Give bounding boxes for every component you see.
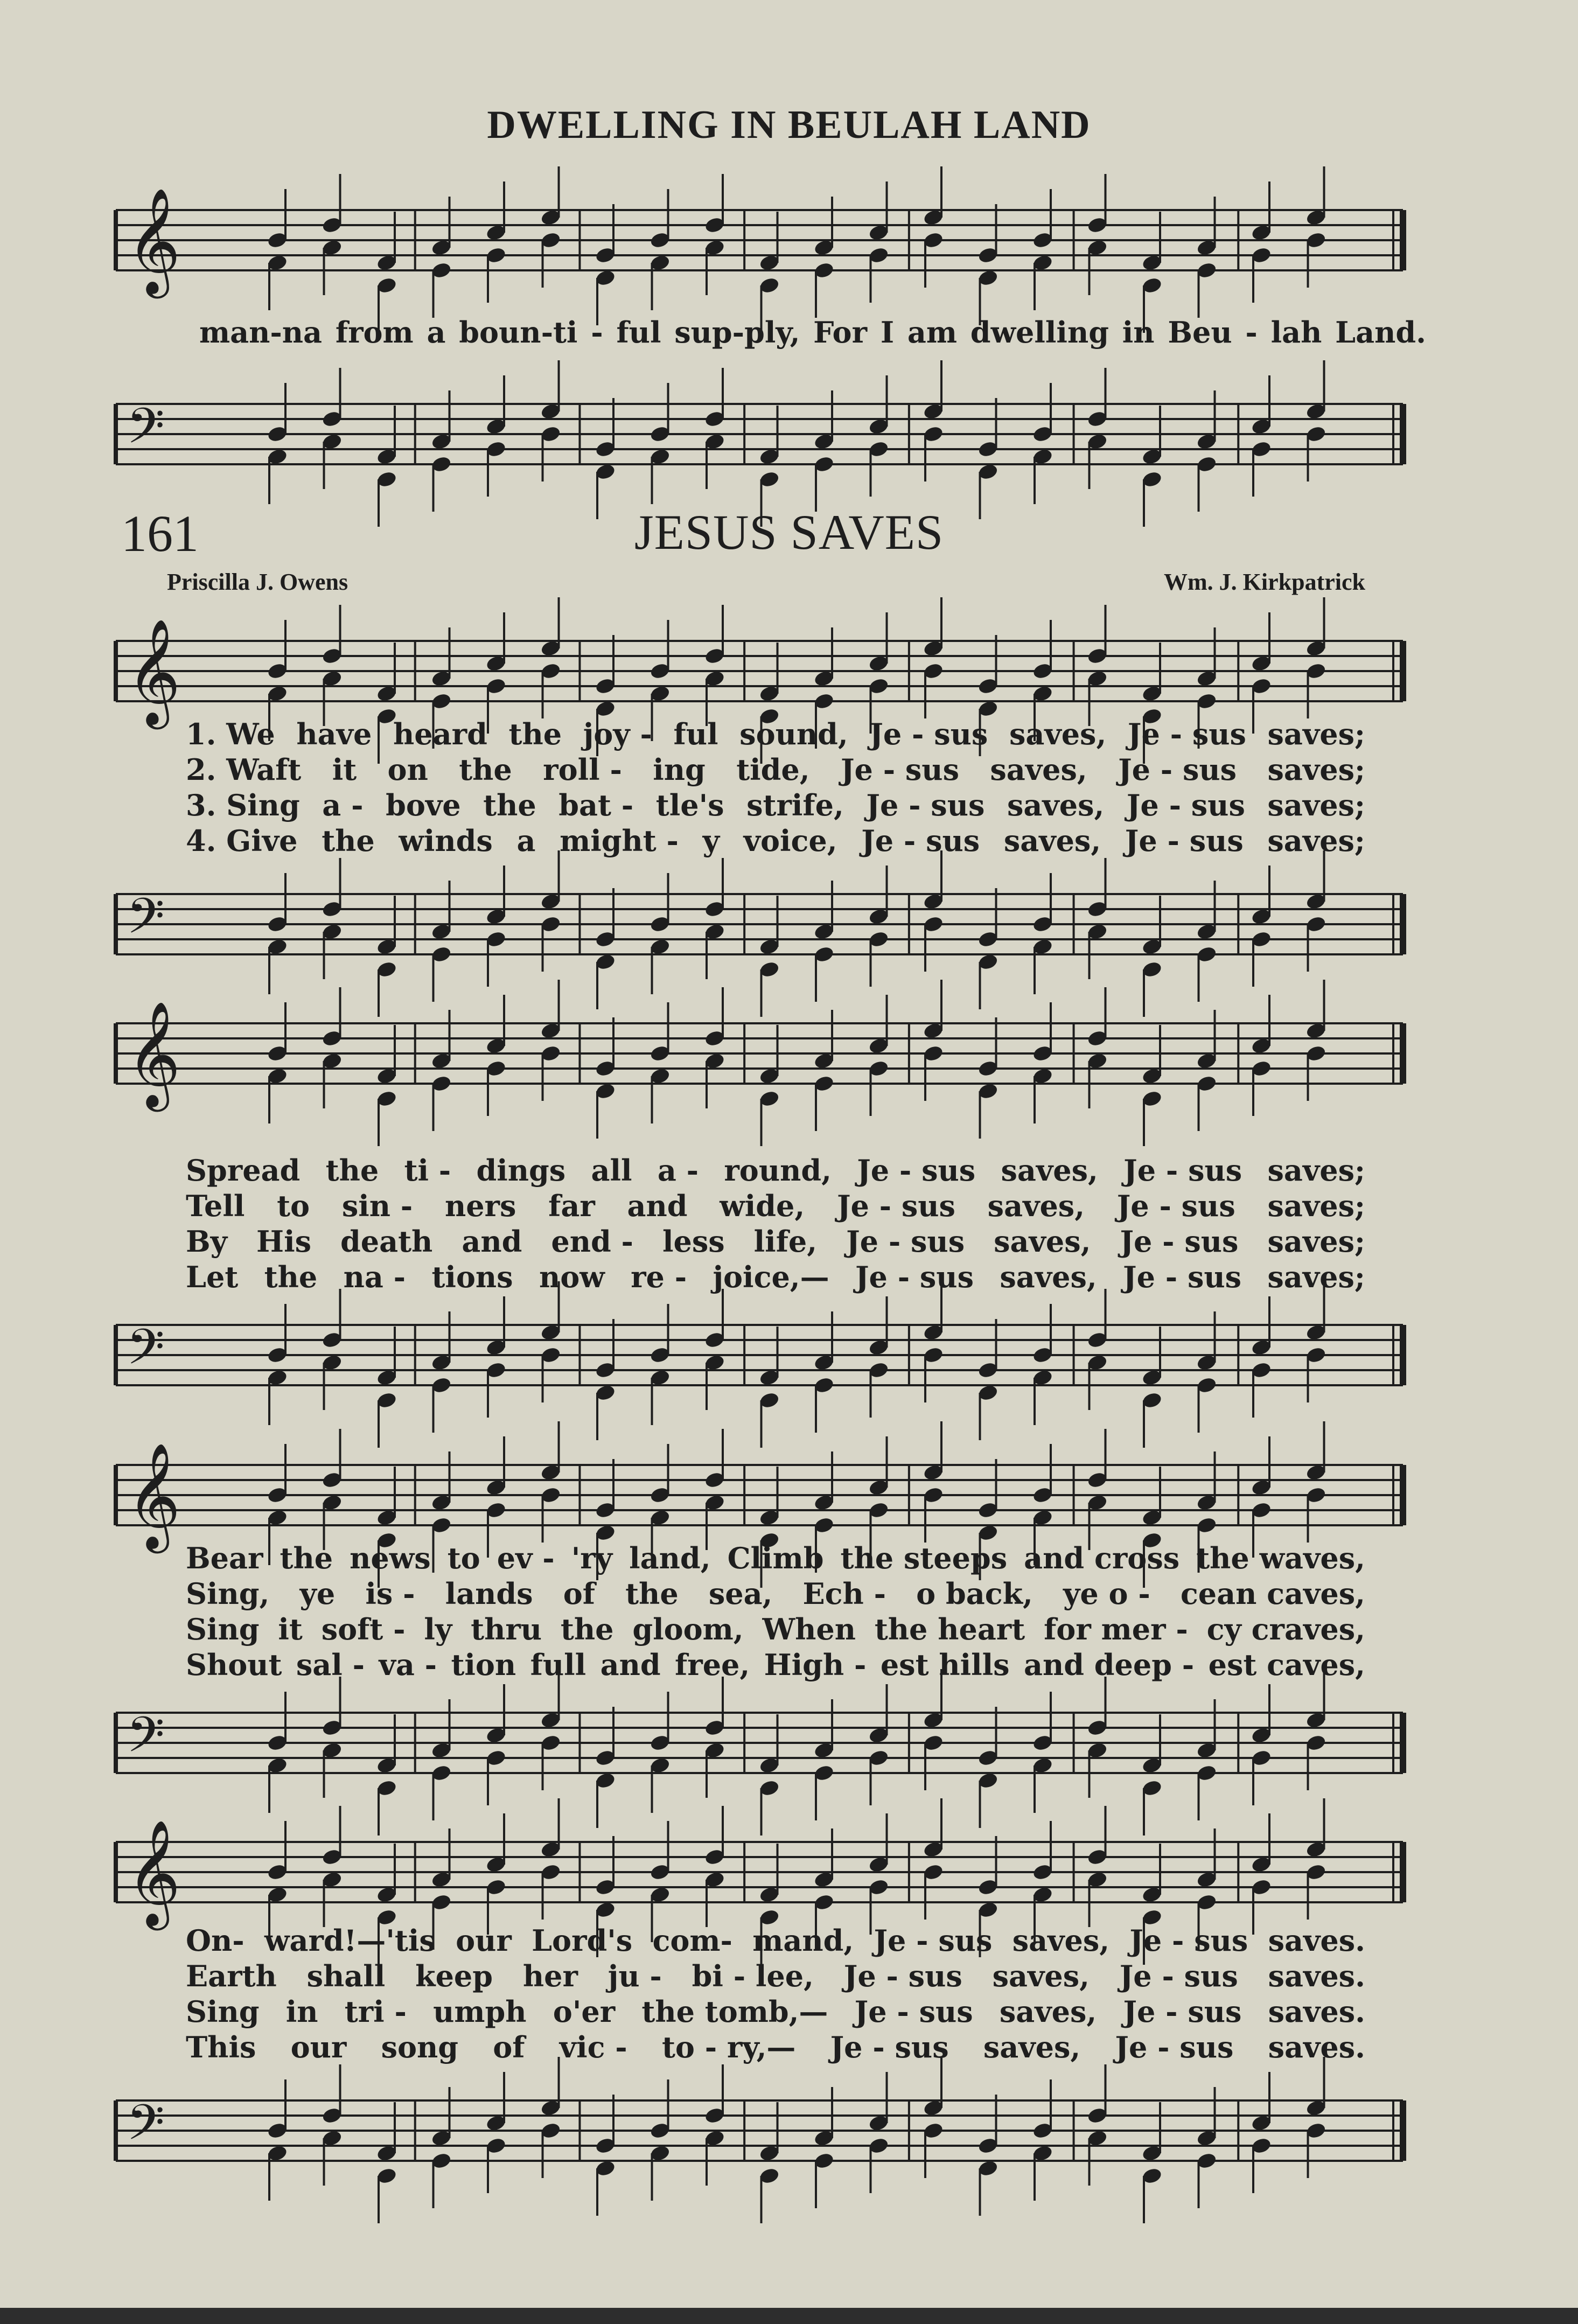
lyric-word: the xyxy=(325,1153,379,1188)
lyric-word: the xyxy=(264,1260,318,1294)
lyric-word: Je - sus xyxy=(854,1994,973,2029)
lyric-word: na - xyxy=(343,1260,406,1294)
lyric-word: soft - xyxy=(321,1612,406,1646)
lyric-word: keep xyxy=(415,1959,493,1993)
lyric-line xyxy=(186,1188,1365,1224)
treble-clef-icon: 𝄞 xyxy=(127,1001,181,1107)
system-3-treble-staff xyxy=(0,1433,1578,1557)
lyric-word: Je - sus xyxy=(861,823,980,858)
lyric-word: vic - xyxy=(559,2030,627,2064)
previous-treble-staff xyxy=(0,178,1578,302)
lyric-word: wide, xyxy=(720,1189,805,1223)
lyric-word: voice, xyxy=(743,823,837,858)
lyric-word: to - ry,— xyxy=(661,2030,796,2064)
lyric-word: Lord's xyxy=(532,1923,633,1958)
lyric-word: est caves, xyxy=(1208,1648,1365,1682)
staff-lines xyxy=(116,404,1403,464)
lyric-word: Je - sus xyxy=(843,1959,962,1993)
notes xyxy=(267,360,1327,527)
lyric-word: Bear xyxy=(186,1541,263,1575)
lyric-word: Tell xyxy=(186,1189,245,1223)
bass-clef-icon: 𝄢 xyxy=(127,2094,165,2163)
lyric-word: the xyxy=(483,788,536,822)
previous-bass-staff xyxy=(0,372,1578,495)
hymn-number: 161 xyxy=(121,505,199,562)
lyric-word: on xyxy=(387,752,428,787)
lyric-word: ev - xyxy=(497,1541,555,1575)
lyric-word: a xyxy=(516,823,536,858)
lyric-word: life, xyxy=(753,1224,818,1259)
lyric-word: 4. Give xyxy=(186,823,298,858)
lyric-word: gloom, xyxy=(632,1612,744,1646)
lyric-word: On- xyxy=(186,1923,245,1958)
bass-clef-icon: 𝄢 xyxy=(127,1318,165,1387)
hymn-title: JESUS SAVES xyxy=(634,505,944,560)
bass-clef-icon: 𝄢 xyxy=(127,1706,165,1775)
lyric-line xyxy=(186,787,1365,823)
lyric-line xyxy=(186,1259,1365,1295)
lyric-word: umph xyxy=(433,1994,527,2029)
lyric-word: the xyxy=(280,1541,333,1575)
system-3-bass-staff xyxy=(0,1680,1578,1804)
lyric-word: Je - sus xyxy=(1123,1260,1242,1294)
lyric-word: is - xyxy=(365,1576,415,1611)
lyric-word: saves; xyxy=(1267,752,1365,787)
staff-lines xyxy=(116,210,1403,270)
lyric-word: sal - xyxy=(296,1648,365,1682)
notes xyxy=(267,980,1327,1146)
lyric-word: His xyxy=(256,1224,311,1259)
lyric-word: the xyxy=(459,752,512,787)
lyric-word: Ech - xyxy=(802,1576,886,1611)
lyric-word: land, xyxy=(629,1541,711,1575)
lyric-word: thru xyxy=(471,1612,542,1646)
lyric-word: bove xyxy=(386,788,461,822)
lyric-word: the xyxy=(560,1612,614,1646)
lyric-word: strife, xyxy=(746,788,844,822)
lyric-word: ti - xyxy=(404,1153,451,1188)
lyric-word: va - xyxy=(379,1648,437,1682)
page-edge xyxy=(0,2308,1578,2324)
lyric-word: the waves, xyxy=(1196,1541,1365,1575)
lyric-word: joy - xyxy=(583,717,652,751)
lyric-word: the xyxy=(322,823,375,858)
lyric-word: Je - sus xyxy=(874,1923,993,1958)
lyric-word: bi - lee, xyxy=(692,1959,814,1993)
lyric-word: saves, xyxy=(987,1189,1085,1223)
lyric-word: less xyxy=(662,1224,725,1259)
notes xyxy=(267,166,1327,333)
lyric-word: saves; xyxy=(1267,1153,1365,1188)
lyric-line xyxy=(186,1153,1365,1188)
lyric-word: Je - sus xyxy=(1120,1224,1239,1259)
lyric-word: 'ry xyxy=(571,1541,613,1575)
staff-lines xyxy=(116,894,1403,954)
lyric-word: it xyxy=(278,1612,303,1646)
lyric-word: tion xyxy=(451,1648,516,1682)
lyric-word: dings xyxy=(476,1153,566,1188)
system-2-treble-staff xyxy=(0,991,1578,1115)
lyric-word: ward!—'tis xyxy=(264,1923,436,1958)
lyric-word: saves. xyxy=(1268,2030,1365,2064)
notes xyxy=(267,1281,1327,1448)
lyric-word: saves, xyxy=(990,752,1087,787)
lyric-word: tle's xyxy=(655,788,724,822)
lyric-word: death xyxy=(340,1224,433,1259)
lyric-word: saves, xyxy=(1000,1260,1097,1294)
lyric-word: ye o - xyxy=(1063,1576,1150,1611)
lyric-word: Shout xyxy=(186,1648,282,1682)
lyric-word: saves. xyxy=(1268,1994,1365,2029)
system-1-treble-staff xyxy=(0,609,1578,732)
lyric-word: now xyxy=(539,1260,605,1294)
lyric-word: the steeps xyxy=(840,1541,1008,1575)
lyric-word: to xyxy=(447,1541,480,1575)
lyric-word: saves; xyxy=(1267,717,1365,751)
lyric-word: High - xyxy=(764,1648,867,1682)
lyric-line xyxy=(186,1647,1365,1683)
lyric-word: have xyxy=(296,717,372,751)
lyric-word: By xyxy=(186,1224,228,1259)
lyric-word: ners xyxy=(444,1189,516,1223)
lyric-word: cean caves, xyxy=(1180,1576,1365,1611)
lyric-word: it xyxy=(332,752,357,787)
lyric-line xyxy=(186,2029,1365,2065)
lyric-word: tri - xyxy=(344,1994,407,2029)
lyric-word: 2. Waft xyxy=(186,752,302,787)
lyric-word: a - xyxy=(657,1153,699,1188)
lyric-word: Je - sus xyxy=(1127,717,1246,751)
lyric-line xyxy=(186,1611,1365,1647)
lyric-word: Je - sus xyxy=(1115,2030,1234,2064)
lyric-word: y xyxy=(702,823,720,858)
lyric-word: Je - sus xyxy=(869,717,988,751)
lyric-word: cy craves, xyxy=(1206,1612,1365,1646)
lyric-word: to xyxy=(277,1189,310,1223)
lyric-word: mand, xyxy=(752,1923,854,1958)
staff-lines xyxy=(116,1023,1403,1084)
lyric-word: Je - sus xyxy=(866,788,985,822)
system-4-bass-staff xyxy=(0,2068,1578,2192)
lyric-word: saves. xyxy=(1268,1923,1365,1958)
lyric-word: Earth xyxy=(186,1959,277,1993)
bass-clef-icon: 𝄢 xyxy=(127,397,165,466)
lyric-word: ly xyxy=(424,1612,452,1646)
lyric-word: saves, xyxy=(1009,717,1107,751)
lyric-word: news xyxy=(350,1541,431,1575)
lyric-word: the xyxy=(625,1576,679,1611)
staff-lines xyxy=(116,1842,1403,1902)
lyric-word: heard xyxy=(393,717,487,751)
lyric-word: saves, xyxy=(1003,823,1101,858)
lyric-word: saves; xyxy=(1267,788,1365,822)
lyric-word: saves, xyxy=(1001,1153,1098,1188)
lyric-line xyxy=(186,1923,1365,1958)
staff-lines xyxy=(116,2100,1403,2161)
lyric-word: roll - xyxy=(543,752,622,787)
lyric-word: saves, xyxy=(1012,1923,1110,1958)
lyric-word: round, xyxy=(724,1153,832,1188)
staff-lines xyxy=(116,1325,1403,1385)
lyric-line xyxy=(186,1540,1365,1576)
lyric-line xyxy=(186,823,1365,859)
lyric-word: a - xyxy=(322,788,364,822)
previous-hymn-lyric: man-na from a boun-ti - ful sup-ply, For I am dwelling in Beu - lah Land. xyxy=(199,315,1426,350)
system-1-bass-staff xyxy=(0,862,1578,986)
lyric-word: free, xyxy=(675,1648,750,1682)
lyric-line xyxy=(186,752,1365,787)
lyric-word: our xyxy=(290,2030,347,2064)
lyric-word: and deep - xyxy=(1023,1648,1195,1682)
notes xyxy=(267,2057,1327,2223)
lyric-word: saves; xyxy=(1267,1189,1365,1223)
composer: Wm. J. Kirkpatrick xyxy=(1164,569,1365,595)
lyric-word: tide, xyxy=(736,752,810,787)
lyric-word: saves; xyxy=(1267,1224,1365,1259)
lyric-word: ful xyxy=(673,717,718,751)
lyric-word: When xyxy=(762,1612,856,1646)
system-4-treble-staff xyxy=(0,1810,1578,1934)
bass-clef-icon: 𝄢 xyxy=(127,888,165,957)
lyric-word: saves, xyxy=(994,1224,1091,1259)
lyric-word: lands xyxy=(445,1576,533,1611)
lyric-word: ju - xyxy=(608,1959,662,1993)
lyric-word: for mer - xyxy=(1044,1612,1188,1646)
lyric-word: saves, xyxy=(983,2030,1081,2064)
treble-clef-icon: 𝄞 xyxy=(127,618,181,725)
lyric-word: joice,— xyxy=(713,1260,829,1294)
previous-hymn-title: DWELLING IN BEULAH LAND xyxy=(487,103,1091,147)
lyric-word: sin - xyxy=(341,1189,413,1223)
lyric-word: Je - sus xyxy=(836,1189,955,1223)
lyric-word: o'er xyxy=(553,1994,616,2029)
lyric-word: and xyxy=(627,1189,688,1223)
treble-clef-icon: 𝄞 xyxy=(127,1819,181,1926)
lyric-word: the heart xyxy=(874,1612,1025,1646)
lyric-word: saves; xyxy=(1267,823,1365,858)
lyric-word: ye xyxy=(299,1576,336,1611)
lyric-word: This xyxy=(186,2030,256,2064)
lyric-word: Sing, xyxy=(186,1576,270,1611)
lyric-word: and xyxy=(462,1224,522,1259)
lyric-word: winds xyxy=(399,823,493,858)
lyric-word: Je - sus xyxy=(1126,788,1245,822)
lyric-word: Je - sus xyxy=(1118,752,1237,787)
lyric-word: Je - sus xyxy=(855,1260,974,1294)
lyric-word: 3. Sing xyxy=(186,788,300,822)
lyric-word: 1. We xyxy=(186,717,275,751)
lyric-word: Je - sus xyxy=(830,2030,949,2064)
lyric-word: Je - sus xyxy=(846,1224,965,1259)
lyric-word: Let xyxy=(186,1260,239,1294)
lyric-word: Je - sus xyxy=(1125,823,1244,858)
lyric-word: Spread xyxy=(186,1153,301,1188)
lyric-word: ing xyxy=(653,752,706,787)
lyric-word: Sing xyxy=(186,1994,260,2029)
lyric-word: in xyxy=(285,1994,318,2029)
lyricist: Priscilla J. Owens xyxy=(167,569,348,595)
lyric-word: and cross xyxy=(1024,1541,1180,1575)
lyric-word: shall xyxy=(306,1959,386,1993)
lyric-word: our xyxy=(456,1923,512,1958)
lyric-line xyxy=(186,1576,1365,1611)
lyric-word: Sing xyxy=(186,1612,260,1646)
lyric-word: Je - sus xyxy=(840,752,959,787)
lyric-word: of xyxy=(493,2030,525,2064)
lyric-word: of xyxy=(563,1576,595,1611)
treble-clef-icon: 𝄞 xyxy=(127,187,181,294)
lyric-word: the tomb,— xyxy=(641,1994,828,2029)
lyric-word: Je - sus xyxy=(857,1153,976,1188)
staff-lines xyxy=(116,1465,1403,1525)
lyric-word: the xyxy=(508,717,562,751)
lyric-word: far xyxy=(548,1189,595,1223)
lyric-word: full xyxy=(530,1648,586,1682)
lyric-word: saves, xyxy=(999,1994,1097,2029)
treble-clef-icon: 𝄞 xyxy=(127,1442,181,1549)
lyric-word: saves, xyxy=(992,1959,1090,1993)
lyric-word: re - xyxy=(631,1260,687,1294)
lyric-word: com- xyxy=(652,1923,732,1958)
staff-lines xyxy=(116,1713,1403,1773)
lyric-word: o back, xyxy=(916,1576,1033,1611)
lyric-word: est hills xyxy=(880,1648,1010,1682)
lyric-word: all xyxy=(591,1153,632,1188)
lyric-word: saves; xyxy=(1267,1260,1365,1294)
system-2-bass-staff xyxy=(0,1293,1578,1416)
lyric-word: and xyxy=(600,1648,661,1682)
lyric-line xyxy=(186,1994,1365,2029)
staff-lines xyxy=(116,641,1403,701)
lyric-line xyxy=(186,1224,1365,1259)
lyric-word: saves, xyxy=(1007,788,1105,822)
lyric-word: Je - sus xyxy=(1116,1189,1235,1223)
lyric-word: Je - sus xyxy=(1123,1153,1242,1188)
lyric-line xyxy=(186,716,1365,752)
lyric-word: Je - sus xyxy=(1123,1994,1242,2029)
lyric-word: end - xyxy=(551,1224,633,1259)
lyric-word: her xyxy=(522,1959,578,1993)
lyric-word: song xyxy=(381,2030,458,2064)
lyric-word: bat - xyxy=(558,788,634,822)
lyric-word: sea, xyxy=(708,1576,773,1611)
lyric-word: tions xyxy=(431,1260,513,1294)
lyric-word: Climb xyxy=(727,1541,824,1575)
lyric-word: Je - sus xyxy=(1129,1923,1248,1958)
lyric-word: Je - sus xyxy=(1119,1959,1238,1993)
lyric-word: saves. xyxy=(1268,1959,1365,1993)
lyric-word: sound, xyxy=(739,717,848,751)
lyric-line xyxy=(186,1958,1365,1994)
lyric-word: might - xyxy=(560,823,679,858)
